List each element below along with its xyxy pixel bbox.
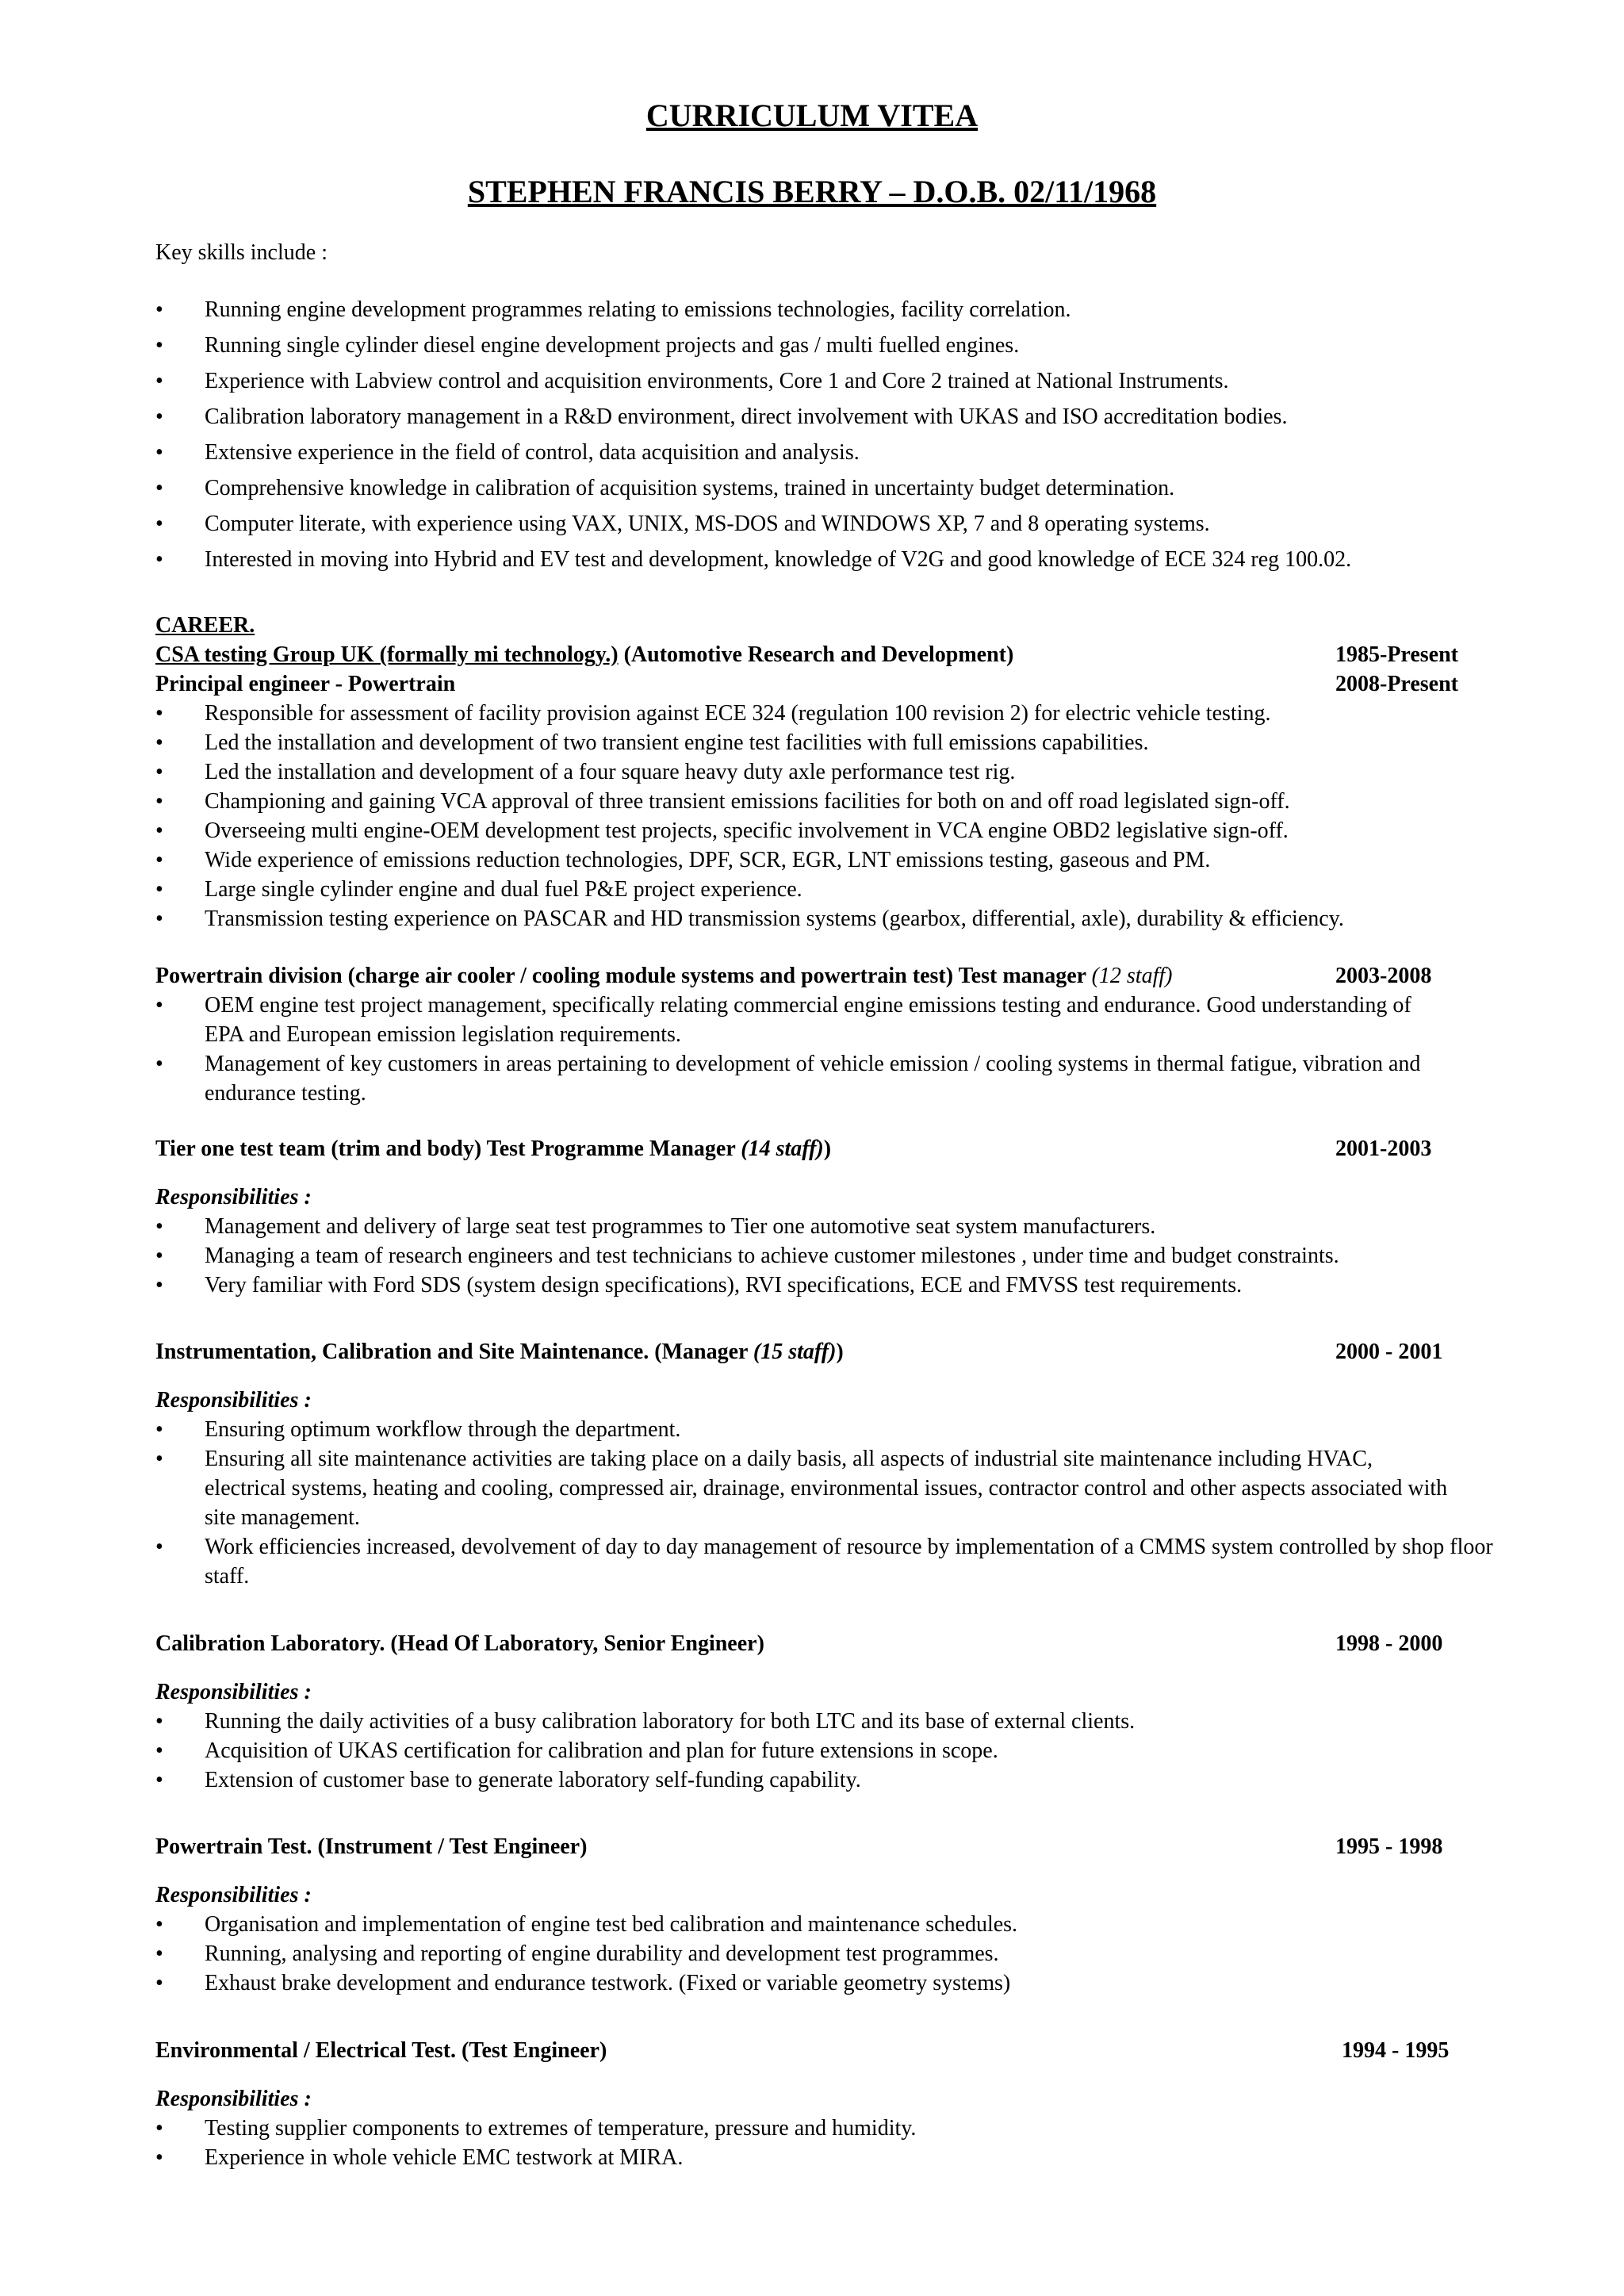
list-item: • Very familiar with Ford SDS (system design specifications), RVI specifications, ECE and FMVSS test requirements. (155, 1271, 1503, 1300)
role-heading: Principal engineer - Powertrain 2008-Present (155, 669, 1503, 699)
list-item: • Management of key customers in areas pertaining to development of vehicle emission / cooling systems in thermal fatigue, vibration and endurance testing. (155, 1049, 1440, 1108)
role-dates: 2008-Present (1335, 672, 1458, 696)
list-item: • Led the installation and development of a four square heavy duty axle performance test rig. (155, 757, 1503, 787)
bullet-icon: • (155, 1417, 163, 1442)
role-dates: 2000 - 2001 (1335, 1340, 1443, 1364)
role-heading: Instrumentation, Calibration and Site Maintenance. (Manager (15 staff)) 2000 - 2001 (155, 1337, 1503, 1366)
list-item: • Calibration laboratory management in a R&D environment, direct involvement with UKAS and ISO accreditation bodies. (155, 402, 1519, 438)
role-heading: Calibration Laboratory. (Head Of Laboratory, Senior Engineer) 1998 - 2000 (155, 1629, 1503, 1658)
document-title: CURRICULUM VITEA (645, 98, 979, 133)
list-item: • Led the installation and development of two transient engine test facilities with full emissions capabilities. (155, 728, 1503, 757)
bullet-icon: • (155, 1971, 163, 1995)
bullet-icon: • (155, 547, 163, 572)
bullet-icon: • (155, 2116, 163, 2141)
bullet-icon: • (155, 1768, 163, 1792)
list-item: • Running, analysing and reporting of engine durability and development test programmes. (155, 1939, 1503, 1968)
bullet-icon: • (155, 848, 163, 872)
list-item: • Exhaust brake development and endurance testwork. (Fixed or variable geometry systems) (155, 1968, 1503, 1998)
bullet-icon: • (155, 369, 163, 393)
role-duties-list (155, 1707, 1503, 1795)
list-item: • Management and delivery of large seat test programmes to Tier one automotive seat system manufacturers. (155, 1212, 1503, 1241)
bullet-icon: • (155, 760, 163, 784)
role-duties-list (155, 1415, 1503, 1591)
role-dates: 1995 - 1998 (1335, 1834, 1443, 1859)
bullet-icon: • (155, 877, 163, 902)
responsibilities-label: Responsibilities : (155, 1883, 312, 1907)
responsibilities-label: Responsibilities : (155, 1185, 312, 1209)
list-item: • Transmission testing experience on PASCAR and HD transmission systems (gearbox, differential, axle), durability & efficiency. (155, 904, 1503, 933)
bullet-icon: • (155, 2145, 163, 2170)
bullet-icon: • (155, 1447, 163, 1471)
bullet-icon: • (155, 333, 163, 358)
bullet-icon: • (155, 1273, 163, 1297)
list-item: • Extension of customer base to generate laboratory self-funding capability. (155, 1765, 1503, 1795)
list-item: • Extensive experience in the field of control, data acquisition and analysis. (155, 438, 1519, 473)
list-item: • Wide experience of emissions reduction technologies, DPF, SCR, EGR, LNT emissions testing, gaseous and PM. (155, 845, 1503, 875)
role-dates: 1994 - 1995 (1342, 2038, 1450, 2063)
list-item: • Experience with Labview control and acquisition environments, Core 1 and Core 2 trained at National Instruments. (155, 366, 1519, 402)
list-item: • Large single cylinder engine and dual fuel P&E project experience. (155, 875, 1503, 904)
key-skills-list (155, 295, 1519, 581)
list-item: • OEM engine test project management, specifically relating commercial engine emissions testing and endurance. Good understanding of EPA and European emission legislation requirements. (155, 991, 1440, 1049)
bullet-icon: • (155, 1244, 163, 1268)
bullet-icon: • (155, 440, 163, 465)
bullet-icon: • (155, 404, 163, 429)
list-item: • Running single cylinder diesel engine development projects and gas / multi fuelled engines. (155, 331, 1519, 366)
list-item: • Championing and gaining VCA approval of three transient emissions facilities for both on and off road legislated sign-off. (155, 787, 1503, 816)
list-item: • Interested in moving into Hybrid and EV test and development, knowledge of V2G and good knowledge of ECE 324 reg 100.02. (155, 545, 1519, 581)
list-item: • Managing a team of research engineers and test technicians to achieve customer milestones , under time and budget constraints. (155, 1241, 1503, 1271)
role-heading: Environmental / Electrical Test. (Test Engineer) 1994 - 1995 (155, 2036, 1503, 2065)
responsibilities-label: Responsibilities : (155, 1680, 312, 1704)
list-item: • Responsible for assessment of facility provision against ECE 324 (regulation 100 revision 2) for electric vehicle testing. (155, 699, 1503, 728)
career-heading: CAREER. (155, 613, 255, 638)
bullet-icon: • (155, 1709, 163, 1734)
role-powertrain-test (155, 1832, 1503, 1998)
list-item: • Acquisition of UKAS certification for calibration and plan for future extensions in scope. (155, 1736, 1503, 1765)
bullet-icon: • (155, 789, 163, 814)
bullet-icon: • (155, 818, 163, 843)
list-item: • Computer literate, with experience using VAX, UNIX, MS-DOS and WINDOWS XP, 7 and 8 operating systems. (155, 509, 1519, 545)
list-item: • Running the daily activities of a busy calibration laboratory for both LTC and its base of external clients. (155, 1707, 1503, 1736)
bullet-icon: • (155, 512, 163, 536)
role-heading: Powertrain division (charge air cooler / cooling module systems and powertrain test) Test manager (12 staff) 2003-2008 (155, 961, 1503, 991)
bullet-icon: • (155, 1052, 163, 1076)
role-powertrain-division (155, 961, 1503, 1108)
name-dob-heading: STEPHEN FRANCIS BERRY – D.O.B. 02/11/1968 (467, 174, 1157, 209)
bullet-icon: • (155, 993, 163, 1018)
career-section (155, 611, 1503, 933)
bullet-icon: • (155, 907, 163, 931)
bullet-icon: • (155, 701, 163, 726)
role-heading: Powertrain Test. (Instrument / Test Engineer) 1995 - 1998 (155, 1832, 1503, 1861)
employer-name: CSA testing Group UK (formally mi technology.) (155, 642, 619, 667)
bullet-icon: • (155, 1912, 163, 1937)
responsibilities-label: Responsibilities : (155, 2087, 312, 2111)
role-calibration-laboratory (155, 1629, 1503, 1795)
list-item: • Overseeing multi engine-OEM development test projects, specific involvement in VCA engine OBD2 legislative sign-off. (155, 816, 1503, 845)
list-item: • Experience in whole vehicle EMC testwork at MIRA. (155, 2143, 1503, 2172)
key-skills-intro: Key skills include : (155, 240, 327, 265)
role-dates: 2001-2003 (1335, 1137, 1432, 1161)
list-item: • Ensuring optimum workflow through the department. (155, 1415, 1503, 1444)
bullet-icon: • (155, 1214, 163, 1239)
role-duties-list (155, 1910, 1503, 1998)
role-instrumentation (155, 1337, 1503, 1591)
bullet-icon: • (155, 1738, 163, 1763)
employer-heading: CSA testing Group UK (formally mi technology.) (Automotive Research and Development) 1985-Present (155, 640, 1503, 669)
bullet-icon: • (155, 730, 163, 755)
responsibilities-label: Responsibilities : (155, 1388, 312, 1412)
role-duties-list (155, 2114, 1503, 2172)
role-dates: 2003-2008 (1335, 964, 1432, 988)
employer-dates: 1985-Present (1335, 642, 1458, 667)
list-item: • Ensuring all site maintenance activities are taking place on a daily basis, all aspects of industrial site maintenance including HVAC, electrical systems, heating and cooling, compressed air, drainage, environmental issues, contractor control and other aspects associated with site management. (155, 1444, 1457, 1532)
role-duties-list (155, 699, 1503, 933)
role-duties-list (155, 991, 1440, 1108)
list-item: • Work efficiencies increased, devolvement of day to day management of resource by implementation of a CMMS system controlled by shop floor staff. (155, 1532, 1503, 1591)
role-heading: Tier one test team (trim and body) Test Programme Manager (14 staff)) 2001-2003 (155, 1134, 1503, 1163)
role-duties-list (155, 1212, 1503, 1300)
role-dates: 1998 - 2000 (1335, 1631, 1443, 1656)
role-environmental-electrical-test (155, 2036, 1503, 2172)
bullet-icon: • (155, 1941, 163, 1966)
list-item: • Organisation and implementation of engine test bed calibration and maintenance schedules. (155, 1910, 1503, 1939)
role-tier-one (155, 1134, 1503, 1300)
list-item: • Testing supplier components to extremes of temperature, pressure and humidity. (155, 2114, 1503, 2143)
list-item: • Running engine development programmes relating to emissions technologies, facility correlation. (155, 295, 1519, 331)
bullet-icon: • (155, 1535, 163, 1559)
bullet-icon: • (155, 297, 163, 322)
list-item: • Comprehensive knowledge in calibration of acquisition systems, trained in uncertainty budget determination. (155, 473, 1519, 509)
bullet-icon: • (155, 476, 163, 500)
